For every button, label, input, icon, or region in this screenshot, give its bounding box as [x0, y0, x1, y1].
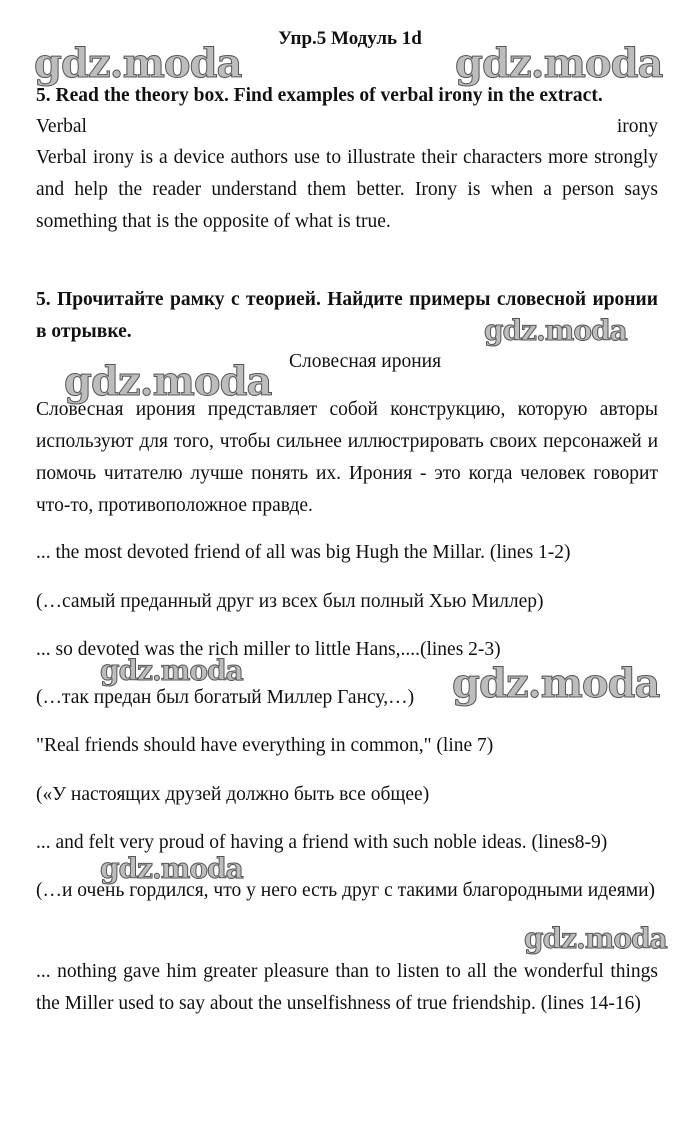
example-ru: («У настоящих друзей должно быть все общее) — [36, 784, 430, 805]
page-title: Упр.5 Модуль 1d — [278, 28, 422, 49]
example-en: "Real friends should have everything in common," (line 7) — [36, 735, 494, 756]
theory-box-title-en — [36, 111, 658, 143]
exercise-heading-ru: 5. Прочитайте рамку с теорией. Найдите примеры словесной иронии в отрывке. — [36, 289, 658, 342]
box-title-right: irony — [616, 116, 658, 137]
example-ru: (…и очень гордился, что у него есть друг с такими благородными идеями) — [36, 880, 655, 901]
watermark-logo: gdz.moda — [100, 654, 243, 687]
watermark-logo: gdz.moda — [64, 358, 272, 405]
example-en: ... the most devoted friend of all was big Hugh the Millar. (lines 1-2) — [36, 542, 571, 563]
theory-paragraph-en: Verbal irony is a device authors use to illustrate their characters more strongly and help the reader understand them better. Irony is when a person says something that is the opposite of what is true. — [36, 147, 658, 232]
example-en: ... so devoted was the rich miller to little Hans,....(lines 2-3) — [36, 639, 501, 660]
watermark-logo: gdz.moda — [455, 40, 663, 87]
example-en: ... nothing gave him greater pleasure than to listen to all the wonderful things the Miller used to say about the unselfishness of true friendship. (lines 14-16) — [36, 961, 658, 1014]
watermark-logo: gdz.moda — [452, 660, 660, 707]
box-title-left: Verbal — [36, 116, 87, 137]
example-ru: (…самый преданный друг из всех был полный Хью Миллер) — [36, 591, 544, 612]
example-ru: (…так предан был богатый Миллер Гансу,…) — [36, 687, 415, 708]
watermark-logo: gdz.moda — [100, 852, 243, 885]
watermark-logo: gdz.moda — [34, 40, 242, 87]
watermark-logo: gdz.moda — [484, 314, 627, 347]
example-en: ... and felt very proud of having a friend with such noble ideas. (lines8-9) — [36, 832, 608, 853]
theory-paragraph-ru: Словесная ирония представляет собой конструкцию, которую авторы используют для того, чтобы сильнее иллюстрировать своих персонажей и помочь читателю лучше понять их. Ирония - это когда человек говорит что-то, противоположное правде. — [36, 399, 658, 516]
theory-box-title-ru: Словесная ирония — [288, 351, 442, 372]
watermark-logo: gdz.moda — [524, 922, 667, 955]
exercise-heading-en: 5. Read the theory box. Find examples of verbal irony in the extract. — [36, 85, 603, 106]
